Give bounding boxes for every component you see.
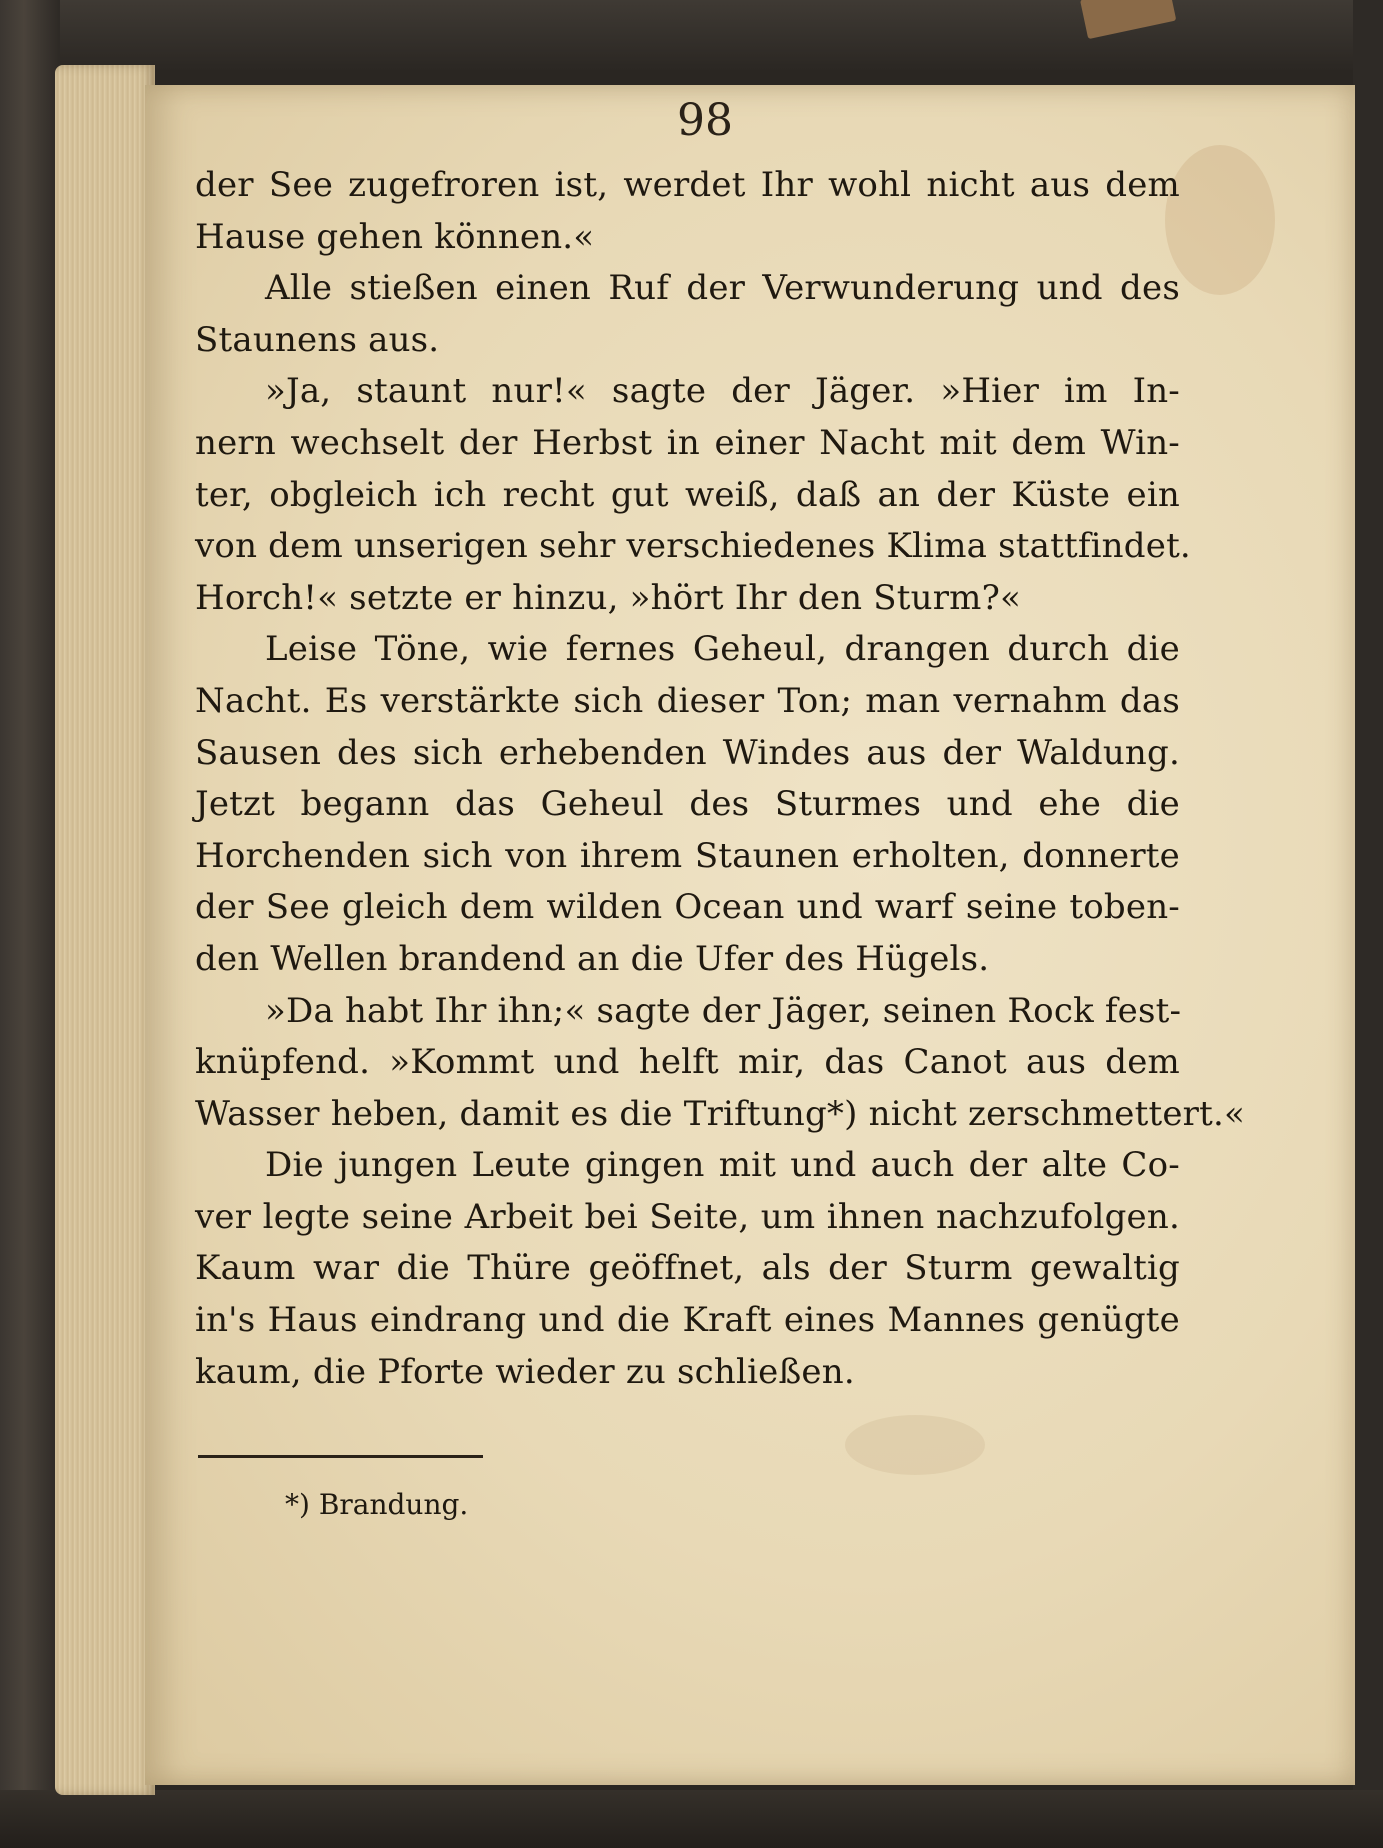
page-number: 98 — [677, 95, 733, 146]
book-cover-bottom — [0, 1790, 1383, 1848]
text-line: Jetzt begann das Geheul des Sturmes und ehe die — [195, 784, 1180, 825]
text-line: von dem unserigen sehr verschiedenes Klima stattfindet. — [195, 526, 1191, 567]
text-line: nern wechselt der Herbst in einer Nacht mit dem Win- — [195, 422, 1180, 463]
text-line: Staunens aus. — [195, 319, 440, 360]
text-line: der See gleich dem wilden Ocean und warf seine toben- — [195, 887, 1180, 928]
text-line: Die jungen Leute gingen mit und auch der alte Co- — [265, 1145, 1180, 1186]
text-line: Sausen des sich erhebenden Windes aus der Waldung. — [195, 732, 1180, 773]
text-line: Nacht. Es verstärkte sich dieser Ton; man vernahm das — [195, 680, 1180, 721]
book-cover-top — [0, 0, 1383, 70]
text-line: ter, obgleich ich recht gut weiß, daß an der Küste ein — [195, 474, 1180, 515]
text-line: Leise Töne, wie fernes Geheul, drangen durch die — [265, 629, 1180, 670]
text-line: in's Haus eindrang und die Kraft eines Mannes genügte — [195, 1300, 1180, 1341]
page-stain — [845, 1415, 985, 1475]
text-line: Wasser heben, damit es die Triftung*) nicht zerschmettert.« — [195, 1093, 1245, 1134]
footnote-rule — [198, 1455, 483, 1458]
text-line: »Da habt Ihr ihn;« sagte der Jäger, seinen Rock fest- — [265, 990, 1182, 1031]
text-line: Horchenden sich von ihrem Staunen erholten, donnerte — [195, 835, 1180, 876]
text-line: Horch!« setzte er hinzu, »hört Ihr den Sturm?« — [195, 577, 1022, 618]
text-line: knüpfend. »Kommt und helft mir, das Canot aus dem — [195, 1042, 1180, 1083]
text-line: der See zugefroren ist, werdet Ihr wohl nicht aus dem — [195, 165, 1180, 205]
body-text — [195, 160, 1245, 1398]
text-line: ver legte seine Arbeit bei Seite, um ihnen nachzufolgen. — [195, 1196, 1180, 1237]
text-line: »Ja, staunt nur!« sagte der Jäger. »Hier im In- — [265, 371, 1180, 412]
page-stain — [1165, 145, 1275, 295]
book-cover-right — [1353, 0, 1383, 1848]
text-line: Kaum war die Thüre geöffnet, als der Sturm gewaltig — [195, 1248, 1180, 1289]
text-line: Hause gehen können.« — [195, 216, 595, 257]
book-cover-left — [0, 0, 60, 1848]
text-line: Alle stießen einen Ruf der Verwunderung und des — [265, 268, 1180, 309]
text-line: kaum, die Pforte wieder zu schließen. — [195, 1351, 855, 1392]
page-edges — [55, 65, 155, 1795]
text-line: den Wellen brandend an die Ufer des Hügels. — [195, 938, 990, 979]
footnote: *) Brandung. — [285, 1488, 469, 1521]
